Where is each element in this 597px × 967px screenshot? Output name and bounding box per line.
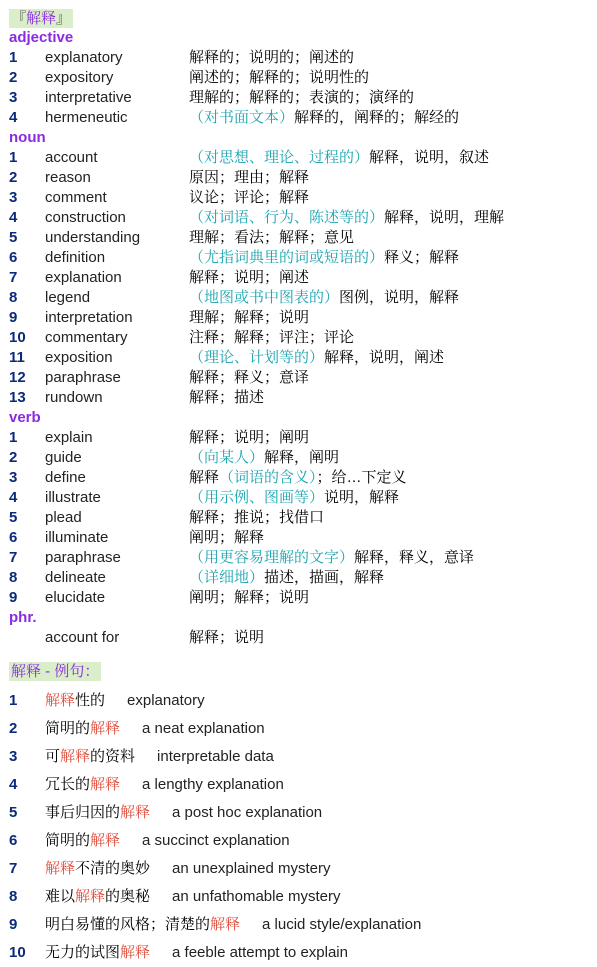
chinese-translation (189, 508, 324, 528)
example-number: 1 (9, 692, 18, 709)
example-highlight: 解释 (120, 944, 151, 961)
sense-number: 2 (9, 449, 18, 466)
usage-note: （词语的含义） (219, 469, 317, 486)
sense-number: 2 (9, 169, 18, 186)
translation-text: 解释的，阐释的；解经的 (294, 109, 460, 126)
example-highlight: 解释 (90, 832, 121, 849)
example-sentence (45, 855, 330, 883)
usage-note: （对词语、行为、陈述等的） (189, 209, 385, 226)
sense-row (9, 428, 589, 448)
example-row (9, 883, 589, 911)
english-term[interactable]: legend (45, 289, 91, 306)
chinese-translation (189, 48, 354, 68)
sense-row (9, 448, 589, 468)
chinese-translation (189, 68, 369, 88)
translation-text: ；给…下定义 (316, 469, 407, 486)
english-term[interactable]: comment (45, 189, 107, 206)
usage-note: （对思想、理论、过程的） (189, 149, 370, 166)
translation-text: 解释，说明，叙述 (369, 149, 490, 166)
translation-text: 解释；释义；意译 (189, 369, 310, 386)
translation-text: 图例，说明，解释 (339, 289, 460, 306)
translation-text: 解释，说明，阐述 (324, 349, 445, 366)
chinese-translation (189, 568, 384, 588)
sense-number: 4 (9, 489, 18, 506)
sense-row (9, 368, 589, 388)
sense-number: 5 (9, 229, 18, 246)
example-chinese-pre: 无力的试图 (45, 944, 121, 961)
part-of-speech-label: noun (9, 129, 46, 146)
translation-text: 理解的；解释的；表演的；演绎的 (189, 89, 415, 106)
translation-text: 解释；说明；阐明 (189, 429, 310, 446)
headword: 解释 (26, 10, 57, 27)
example-highlight: 解释 (210, 916, 241, 933)
example-row (9, 911, 589, 939)
example-sentence (45, 883, 340, 911)
translation-text: 议论；评论；解释 (189, 189, 310, 206)
sense-row (9, 88, 589, 108)
sense-number: 4 (9, 209, 18, 226)
usage-note: （用更容易理解的文字） (189, 549, 355, 566)
examples-heading: 解释 - 例句： (11, 663, 100, 680)
examples-list (9, 687, 589, 967)
chinese-translation (189, 148, 489, 168)
example-chinese-pre: 简明的 (45, 832, 91, 849)
example-number: 8 (9, 888, 18, 905)
example-number: 9 (9, 916, 18, 933)
english-term[interactable]: define (45, 469, 86, 486)
english-term[interactable]: account (45, 149, 98, 166)
sense-row (9, 348, 589, 368)
english-term[interactable]: paraphrase (45, 369, 121, 386)
example-number: 4 (9, 776, 18, 793)
example-sentence (45, 939, 348, 967)
example-highlight: 解释 (120, 804, 151, 821)
sense-row (9, 528, 589, 548)
example-english: an unexplained mystery (172, 860, 331, 877)
example-number: 7 (9, 860, 18, 877)
translation-prefix: 解释 (189, 469, 220, 486)
example-row (9, 799, 589, 827)
example-row (9, 687, 589, 715)
sense-number: 7 (9, 549, 18, 566)
example-sentence (45, 827, 290, 855)
headword-line (9, 9, 589, 28)
usage-note: （用示例、图画等） (189, 489, 325, 506)
example-highlight: 解释 (90, 720, 121, 737)
sense-row (9, 248, 589, 268)
sense-number: 2 (9, 69, 18, 86)
chinese-translation (189, 88, 414, 108)
chinese-translation (189, 528, 264, 548)
example-row (9, 939, 589, 967)
usage-note: （详细地） (189, 569, 265, 586)
sense-row (9, 228, 589, 248)
english-term[interactable]: delineate (45, 569, 106, 586)
example-row (9, 771, 589, 799)
example-number: 5 (9, 804, 18, 821)
example-chinese-pre: 冗长的 (45, 776, 91, 793)
chinese-translation (189, 228, 354, 248)
example-row (9, 855, 589, 883)
sense-row (9, 468, 589, 488)
sense-number: 8 (9, 289, 18, 306)
sense-number: 1 (9, 149, 18, 166)
translation-text: 解释，说明，理解 (384, 209, 505, 226)
chinese-translation (189, 468, 407, 488)
example-number: 3 (9, 748, 18, 765)
english-term[interactable]: plead (45, 509, 82, 526)
chinese-translation (189, 168, 309, 188)
chinese-translation (189, 328, 354, 348)
chinese-translation (189, 388, 264, 408)
chinese-translation (189, 288, 459, 308)
translation-text: 描述，描画，解释 (264, 569, 385, 586)
chinese-translation (189, 628, 264, 648)
example-chinese-pre: 简明的 (45, 720, 91, 737)
sense-row (9, 588, 589, 608)
sense-number: 9 (9, 589, 18, 606)
translation-text: 解释；说明 (189, 629, 265, 646)
sense-number: 6 (9, 249, 18, 266)
english-term[interactable]: paraphrase (45, 549, 121, 566)
chinese-translation (189, 108, 459, 128)
sense-number: 6 (9, 529, 18, 546)
usage-note: （尤指词典里的词或短语的） (189, 249, 385, 266)
example-highlight: 解释 (45, 860, 76, 877)
english-term[interactable]: expository (45, 69, 114, 86)
example-english: a post hoc explanation (172, 804, 323, 821)
example-highlight: 解释 (60, 748, 91, 765)
sense-number: 1 (9, 429, 18, 446)
example-sentence (45, 771, 284, 799)
sense-number: 5 (9, 509, 18, 526)
example-chinese-post: 不清的奥妙 (75, 860, 151, 877)
example-sentence (45, 687, 205, 715)
example-highlight: 解释 (75, 888, 106, 905)
sense-number: 4 (9, 109, 18, 126)
translation-text: 理解；看法；解释；意见 (189, 229, 355, 246)
sense-row (9, 48, 589, 68)
sense-row (9, 68, 589, 88)
chinese-translation (189, 448, 339, 468)
translation-text: 理解；解释；说明 (189, 309, 310, 326)
example-row (9, 715, 589, 743)
sense-row (9, 308, 589, 328)
sense-row (9, 208, 589, 228)
example-row (9, 743, 589, 771)
english-term[interactable]: exposition (45, 349, 113, 366)
english-term[interactable]: illustrate (45, 489, 101, 506)
chinese-translation (189, 488, 399, 508)
sense-row (9, 508, 589, 528)
usage-note: （对书面文本） (189, 109, 295, 126)
sense-row (9, 628, 589, 648)
chinese-translation (189, 548, 474, 568)
sense-number: 11 (9, 349, 25, 366)
example-english: a feeble attempt to explain (172, 944, 348, 961)
translation-text: 解释；描述 (189, 389, 265, 406)
chinese-translation (189, 188, 309, 208)
part-of-speech-label: phr. (9, 609, 37, 626)
translation-text: 解释；推说；找借口 (189, 509, 325, 526)
example-english: explanatory (127, 692, 205, 709)
sense-number: 12 (9, 369, 26, 386)
example-english: an unfathomable mystery (172, 888, 341, 905)
translation-text: 阐明；解释；说明 (189, 589, 310, 606)
example-english: a neat explanation (142, 720, 265, 737)
usage-note: （理论、计划等的） (189, 349, 325, 366)
sense-row (9, 148, 589, 168)
sense-number: 13 (9, 389, 26, 406)
example-sentence (45, 715, 265, 743)
sense-number: 7 (9, 269, 18, 286)
english-term[interactable]: explain (45, 429, 93, 446)
translation-text: 解释；说明；阐述 (189, 269, 310, 286)
example-highlight: 解释 (45, 692, 76, 709)
example-number: 6 (9, 832, 18, 849)
english-term[interactable]: commentary (45, 329, 128, 346)
english-term[interactable]: understanding (45, 229, 141, 246)
example-sentence (45, 911, 421, 939)
example-chinese-post: 的奥秘 (105, 888, 151, 905)
english-term[interactable]: guide (45, 449, 82, 466)
example-chinese-post: 的资料 (90, 748, 136, 765)
chinese-translation (189, 208, 504, 228)
example-chinese-pre: 事后归因的 (45, 804, 121, 821)
example-sentence (45, 799, 322, 827)
example-chinese-post: 性的 (75, 692, 106, 709)
translation-text: 原因；理由；解释 (189, 169, 310, 186)
sense-number: 3 (9, 89, 18, 106)
headword-tag: 『解释』 (11, 10, 72, 27)
sense-row (9, 288, 589, 308)
usage-note: （地图或书中图表的） (189, 289, 340, 306)
sense-number: 8 (9, 569, 18, 586)
english-term[interactable]: explanatory (45, 49, 123, 66)
sense-number: 3 (9, 189, 18, 206)
english-term[interactable]: interpretative (45, 89, 132, 106)
sense-number: 1 (9, 49, 18, 66)
sense-number: 3 (9, 469, 18, 486)
example-english: a lucid style/explanation (262, 916, 422, 933)
translation-text: 说明，解释 (324, 489, 400, 506)
example-chinese-pre: 明白易懂的风格；清楚的 (45, 916, 211, 933)
english-term[interactable]: construction (45, 209, 126, 226)
examples-heading-line (9, 648, 589, 681)
chinese-translation (189, 248, 459, 268)
translation-text: 解释，阐明 (264, 449, 340, 466)
example-highlight: 解释 (90, 776, 121, 793)
chinese-translation (189, 428, 309, 448)
sense-row (9, 328, 589, 348)
sense-row (9, 268, 589, 288)
part-of-speech-label: adjective (9, 29, 74, 46)
translation-text: 阐明；解释 (189, 529, 265, 546)
english-term[interactable]: definition (45, 249, 106, 266)
english-term[interactable]: interpretation (45, 309, 133, 326)
translation-text: 解释的；说明的；阐述的 (189, 49, 355, 66)
dictionary-entry (9, 9, 589, 967)
example-number: 10 (9, 944, 26, 961)
sense-row (9, 188, 589, 208)
sense-row (9, 568, 589, 588)
chinese-translation (189, 268, 309, 288)
example-english: interpretable data (157, 748, 274, 765)
english-term[interactable]: hermeneutic (45, 109, 128, 126)
chinese-translation (189, 308, 309, 328)
chinese-translation (189, 588, 309, 608)
translation-text: 解释，释义，意译 (354, 549, 475, 566)
translation-text: 释义；解释 (384, 249, 460, 266)
example-number: 2 (9, 720, 18, 737)
part-of-speech-label: verb (9, 409, 41, 426)
example-english: a succinct explanation (142, 832, 290, 849)
example-chinese-pre: 可 (45, 748, 61, 765)
sense-row (9, 388, 589, 408)
english-term[interactable]: account for (45, 629, 120, 646)
example-english: a lengthy explanation (142, 776, 284, 793)
sense-sections (9, 28, 589, 648)
usage-note: （向某人） (189, 449, 265, 466)
english-term[interactable]: elucidate (45, 589, 106, 606)
example-row (9, 827, 589, 855)
sense-row (9, 168, 589, 188)
english-term[interactable]: illuminate (45, 529, 109, 546)
sense-number: 9 (9, 309, 18, 326)
example-chinese-pre: 难以 (45, 888, 76, 905)
sense-row (9, 108, 589, 128)
sense-number: 10 (9, 329, 26, 346)
english-term[interactable]: explanation (45, 269, 122, 286)
english-term[interactable]: reason (45, 169, 91, 186)
translation-text: 阐述的；解释的；说明性的 (189, 69, 370, 86)
sense-row (9, 488, 589, 508)
chinese-translation (189, 348, 444, 368)
translation-text: 注释；解释；评注；评论 (189, 329, 355, 346)
english-term[interactable]: rundown (45, 389, 103, 406)
sense-row (9, 548, 589, 568)
example-sentence (45, 743, 274, 771)
chinese-translation (189, 368, 309, 388)
